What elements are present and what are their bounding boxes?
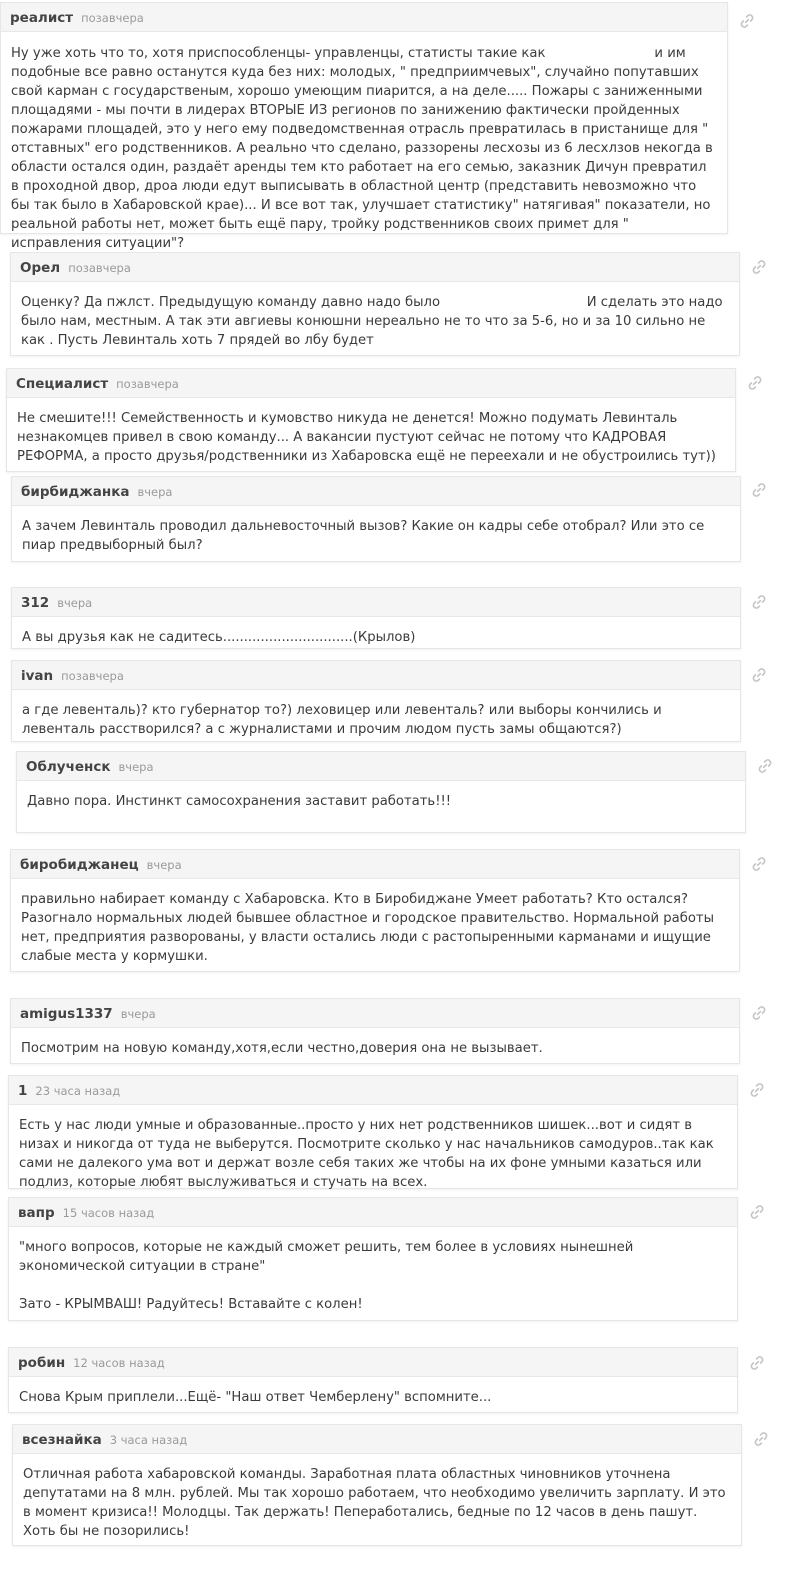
comment <box>10 998 740 1064</box>
comment-text <box>7 398 735 474</box>
comment-header <box>11 253 739 282</box>
link-icon[interactable] <box>750 1004 768 1022</box>
comment-header <box>17 752 745 781</box>
comment-text <box>11 879 739 974</box>
comment-author[interactable]: ivan <box>21 668 54 684</box>
link-icon[interactable] <box>750 593 768 611</box>
comment <box>16 751 746 833</box>
link-icon[interactable] <box>748 1203 766 1221</box>
comment-text <box>9 1105 737 1200</box>
comment-text <box>17 781 745 819</box>
comment-header <box>1 3 727 32</box>
comment-author[interactable]: биробиджанец <box>20 857 139 873</box>
comment-text <box>9 1227 737 1322</box>
comment <box>0 2 728 251</box>
comment-paragraph: Отличная работа хабаровской команды. Заработная плата областных чиновников уточнена депутатами на 8 млн. рублей. Мы так хорошо работаем, что необходимо увеличить зарплату. И это в момент кризиса!! Молодцы. Так держать! Пепеработались, бедные по 12 часов в день пашут. Хоть бы не позорились! <box>23 1467 726 1539</box>
comment-text <box>12 690 740 747</box>
comment-time: вчера <box>146 858 182 872</box>
comment <box>10 849 740 972</box>
comment-paragraph: правильно набирает команду с Хабаровска. Кто в Биробиджане Умеет работать? Кто остался? Разогнало нормальных людей бывшее областное и городское правительство. Нормальной работы нет, предприятия разворованы, у власти остались люди с растопыренными карманами и ищущие слабые места у кормушки. <box>21 892 714 964</box>
comment-time: вчера <box>118 760 154 774</box>
comment-time: 23 часа назад <box>35 1084 121 1098</box>
comment-author[interactable]: Облученск <box>26 759 111 775</box>
comment-author[interactable]: робин <box>18 1355 66 1371</box>
comment-header <box>13 1425 741 1454</box>
comment-paragraph: А зачем Левинталь проводил дальневосточный вызов? Какие он кадры себе отобрал? Или это се пиар предвыборный был? <box>22 519 705 553</box>
comment-header <box>9 1198 737 1227</box>
comment-author[interactable]: Орел <box>20 260 61 276</box>
comment-author[interactable]: реалист <box>10 10 74 26</box>
link-icon[interactable] <box>746 374 764 392</box>
comment-text <box>11 282 739 358</box>
link-icon[interactable] <box>750 666 768 684</box>
comment <box>8 1347 738 1413</box>
comment-time: вчера <box>120 1007 156 1021</box>
link-icon[interactable] <box>748 1081 766 1099</box>
comment-time: позавчера <box>81 11 144 25</box>
comment-time: 3 часа назад <box>109 1433 188 1447</box>
comment-time: вчера <box>137 485 173 499</box>
comment <box>12 1424 742 1546</box>
comment-header <box>7 369 735 398</box>
comment-author[interactable]: 312 <box>21 595 50 611</box>
comment-author[interactable]: всезнайка <box>22 1432 102 1448</box>
comment-author[interactable]: Специалист <box>16 376 109 392</box>
comment-header <box>9 1348 737 1377</box>
comment-text <box>11 1028 739 1066</box>
comment-text <box>9 1377 737 1415</box>
comment-author[interactable]: вапр <box>18 1205 55 1221</box>
comment-header <box>12 588 740 617</box>
comment-paragraph: Давно пора. Инстинкт самосохранения заставит работать!!! <box>27 794 452 809</box>
comment-paragraph: "много вопросов, которые не каждый сможет решить, тем более в условиях нынешней экономической ситуации в стране" <box>19 1240 634 1274</box>
comment-paragraph: а где левенталь)? кто губернатор то?) леховицер или левенталь? или выборы кончились и левенталь расстворился? а с журналистами и прочим людом пусть замы общаются?) <box>22 703 662 737</box>
link-icon[interactable] <box>748 1354 766 1372</box>
comment-text <box>12 506 740 563</box>
comment <box>8 1075 738 1189</box>
comment-paragraph: Посмотрим на новую команду,хотя,если честно,доверия она не вызывает. <box>21 1041 543 1056</box>
comment <box>10 252 740 356</box>
comment-text <box>13 1454 741 1549</box>
comment-time: 15 часов назад <box>62 1206 155 1220</box>
comment-header <box>11 999 739 1028</box>
comment-header <box>12 477 740 506</box>
comment-paragraph: Зато - КРЫМВАШ! Радуйтесь! Вставайте с колен! <box>19 1297 363 1312</box>
link-icon[interactable] <box>738 12 756 30</box>
comment-paragraph: Снова Крым приплели...Ещё- "Наш ответ Чемберлену" вспомните... <box>19 1390 492 1405</box>
comment-paragraph: Не смешите!!! Семейственность и кумовство никуда не денется! Можно подумать Левинталь незнакомцев привел в свою команду... А вакансии пустуют сейчас не потому что КАДРОВАЯ РЕФОРМА, а просто друзья/родственники из Хабаровска ещё не переехали и не обустроились тут)) <box>17 411 716 464</box>
comment-time: позавчера <box>116 377 179 391</box>
comment-paragraph: Ну уже хоть что то, хотя приспособленцы- управленцы, статисты такие как и им подобные все равно останутся куда без них: молодых, " предприимчевых", случайно попутавших свой карман с государственым, хорошо умеющим пиарится, а на деле..... Пожары с заниженными площадями - мы почти в лидерах ВТОРЫЕ ИЗ регионов по занижению фактически пройденных пожарами площадей, это у него ему подведомственная отрасль превратилась в пристанище для " отставных" его родственников. А реально что сделано, раззорены лесхозы из 6 лесхлзов некогда в области остался один, раздаёт аренды тем кто работает на его семью, заказник Дичун превратил в проходной двор, дроа люди едут выписывать в областной центр (представить невозможно что бы так было в Хабаровской крае)... И все вот так, улучшает статистику" натягивая" показатели, но реальной работы нет, может быть ещё пару, тройку родственников своих примет для " исправления ситуации"? <box>11 46 718 251</box>
comment-time: позавчера <box>61 669 124 683</box>
comment-author[interactable]: бирбиджанка <box>21 484 130 500</box>
link-icon[interactable] <box>750 855 768 873</box>
comment <box>11 476 741 562</box>
link-icon[interactable] <box>750 481 768 499</box>
comment-paragraph: Есть у нас люди умные и образованные..просто у них нет родственников шишек...вот и сидят в низах и никогда от туда не выберутся. Посмотрите сколько у нас начальников самодуров..так как сами не далекого ума вот и держат возле себя таких же чтобы на их фоне умными казаться или подлиз, которые любят выслуживаться и стучать на всех. <box>19 1118 714 1190</box>
link-icon[interactable] <box>752 1430 770 1448</box>
comment-time: позавчера <box>68 261 131 275</box>
comment-paragraph: А вы друзья как не садитесь...............................(Крылов) <box>22 630 416 645</box>
comment-time: вчера <box>57 596 93 610</box>
comment-text <box>1 32 727 261</box>
comment <box>8 1197 738 1321</box>
comment <box>11 587 741 649</box>
comment-paragraph: Оценку? Да пжлст. Предыдущую команду давно надо было И сделать это надо было нам, местным. А так эти авгиевы конюшни нереально не то что за 5-6, но и за 10 сильно не как . Пусть Левинталь хоть 7 прядей во лбу будет <box>21 295 727 348</box>
comment-time: 12 часов назад <box>73 1356 165 1370</box>
comment <box>6 368 736 472</box>
comment <box>11 660 741 742</box>
comment-header <box>12 661 740 690</box>
comment-author[interactable]: 1 <box>18 1083 28 1099</box>
link-icon[interactable] <box>750 258 768 276</box>
comment-header <box>11 850 739 879</box>
comment-text <box>12 617 740 655</box>
comment-header <box>9 1076 737 1105</box>
link-icon[interactable] <box>756 757 774 775</box>
comment-author[interactable]: amigus1337 <box>20 1006 113 1022</box>
